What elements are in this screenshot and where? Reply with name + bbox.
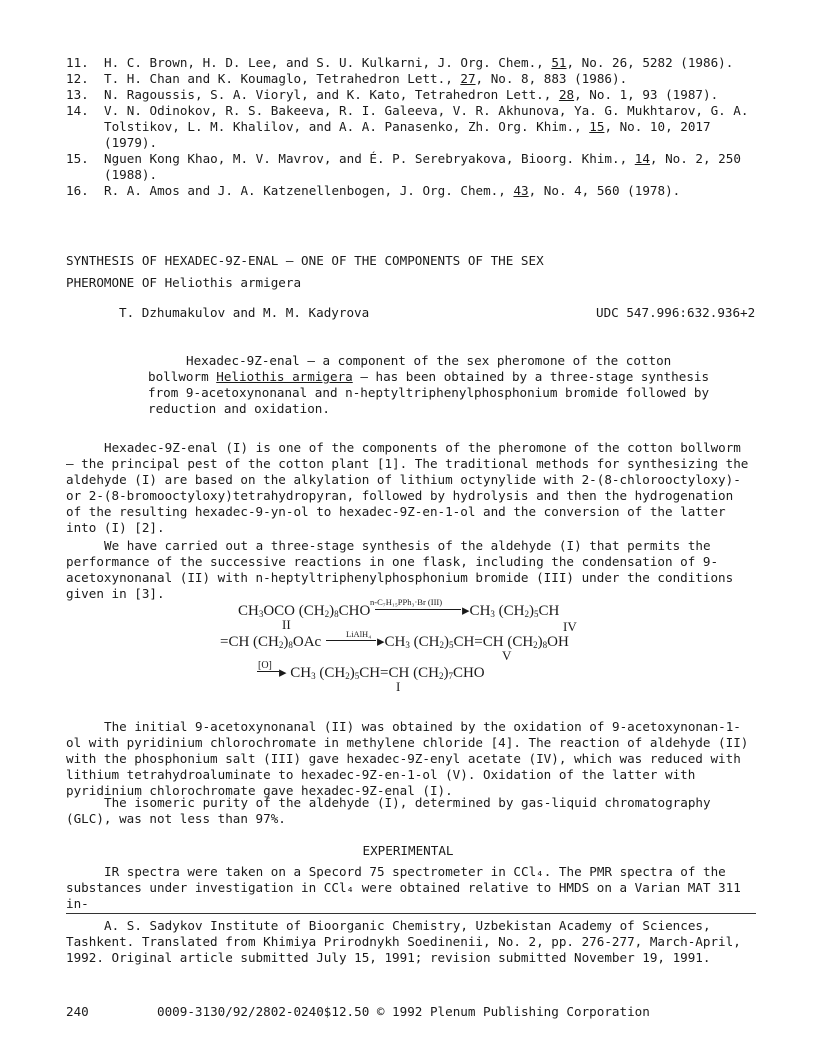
compound-label: II xyxy=(282,617,291,632)
reference-item: 12. T. H. Chan and K. Koumaglo, Tetrahedron Lett., 27, No. 8, 883 (1986). xyxy=(66,71,628,86)
reference-item: 15. Nguen Kong Khao, M. V. Mavrov, and É. P. Serebryakova, Bioorg. Khim., 14, No. 2, 250 (1988). xyxy=(66,151,741,182)
reference-item: 13. N. Ragoussis, S. A. Vioryl, and K. Kato, Tetrahedron Lett., 28, No. 1, 93 (1987). xyxy=(66,87,719,102)
scheme-line-2: =CH $(CH_2)_8OAc$ $▸CH_3$ $(CH_2)_5CH=CH$ $(CH_2)_8OH$ xyxy=(220,634,569,650)
scheme-line-1: $CH_3OCO$ $(CH_2)_8CHO$ $▸CH_3$ $(CH_2)_5CH$ xyxy=(238,603,560,619)
section-heading-experimental: EXPERIMENTAL xyxy=(362,843,454,858)
reaction-scheme xyxy=(220,597,620,697)
reagent-label: n-C₇H₁₅PPh₃·Br (III) xyxy=(370,597,443,607)
udc-code: UDC 547.996:632.936+2 xyxy=(596,305,756,320)
article-title: SYNTHESIS OF HEXADEC-9Z-ENAL — ONE OF THE COMPONENTS OF THE SEX PHEROMONE OF Heliothis armigera xyxy=(66,253,544,290)
reagent-label: [O] xyxy=(258,660,272,671)
page-number: 240 xyxy=(66,1004,89,1019)
article-authors: T. Dzhumakulov and M. M. Kadyrova xyxy=(119,305,370,320)
footnote-divider xyxy=(66,913,756,914)
compound-label: V xyxy=(502,648,512,663)
arrow-1 xyxy=(375,609,461,610)
scheme-line-3: ▸ $CH_3$ $(CH_2)_5CH=CH$ $(CH_2)_7CHO$ xyxy=(257,663,485,682)
reagent-label: LiAlH₄ xyxy=(346,629,372,639)
body-paragraph: We have carried out a three-stage synthesis of the aldehyde (I) that permits the performance of the successive reactions in one flask, including the condensation of 9-acetoxynonanal (II) with n-heptyltriphenylphosphonium bromide (III) under the conditions given in [3]. xyxy=(66,538,734,601)
abstract: Hexadec-9Z-enal — a component of the sex pheromone of the cotton bollworm Heliothis armigera — has been obtained by a three-stage synthesis from 9-acetoxynonanal and n-heptyltriphenylphosphonium bromide followed by reduction and oxidation. xyxy=(148,353,710,416)
compound-label: IV xyxy=(563,619,577,634)
compound-label: I xyxy=(396,679,401,694)
reference-list xyxy=(66,55,766,199)
body-paragraph: The initial 9-acetoxynonanal (II) was obtained by the oxidation of 9-acetoxynonan-1-ol with pyridinium chlorochromate in methylene chloride [4]. The reaction of aldehyde (II) with the phosphonium salt (III) gave hexadec-9Z-enyl acetate (IV), which was reduced with lithium tetrahydroaluminate to hexadec-9Z-en-1-ol (V). Oxidation of the latter with pyridinium chlorochromate gave hexadec-9Z-enal (I). xyxy=(66,719,749,798)
footnote: A. S. Sadykov Institute of Bioorganic Chemistry, Uzbekistan Academy of Sciences, Tashkent. Translated from Khimiya Prirodnykh Soedinenii, No. 2, pp. 276-277, March-April, 1992. Original article submitted July 15, 1991; revision submitted November 19, 1991. xyxy=(66,918,741,965)
arrow-3 xyxy=(257,671,279,672)
reference-item: 14. V. N. Odinokov, R. S. Bakeeva, R. I. Galeeva, V. R. Akhunova, Ya. G. Mukhtarov, G. A. Tolstikov, L. M. Khalilov, and A. A. Panasenko, Zh. Org. Khim., 15, No. 10, 2017 (1979). xyxy=(66,103,749,150)
body-paragraph: IR spectra were taken on a Specord 75 spectrometer in CCl₄. The PMR spectra of the substances under investigation in CCl₄ were obtained relative to HMDS on a Varian MAT 311 in- xyxy=(66,864,741,911)
arrow-2 xyxy=(326,640,376,641)
body-paragraph: The isomeric purity of the aldehyde (I), determined by gas-liquid chromatography (GLC), was not less than 97%. xyxy=(66,795,711,826)
reference-item: 11. H. C. Brown, H. D. Lee, and S. U. Kulkarni, J. Org. Chem., 51, No. 26, 5282 (1986). xyxy=(66,55,734,70)
copyright-line: 0009-3130/92/2802-0240$12.50 © 1992 Plenum Publishing Corporation xyxy=(157,1004,650,1019)
body-paragraph: Hexadec-9Z-enal (I) is one of the components of the pheromone of the cotton bollworm — the principal pest of the cotton plant [1]. The traditional methods for synthesizing the aldehyde (I) are based on the alkylation of lithium octynylide with 2-(8-chlorooctyloxy)- or 2-(8-bromooctyloxy)tetrahydropyran, followed by hydrolysis and then the hydrogenation of the resulting hexadec-9-yn-ol to hexadec-9Z-en-1-ol and the conversion of the latter into (I) [2]. xyxy=(66,440,749,535)
reference-item: 16. R. A. Amos and J. A. Katzenellenbogen, J. Org. Chem., 43, No. 4, 560 (1978). xyxy=(66,183,681,198)
